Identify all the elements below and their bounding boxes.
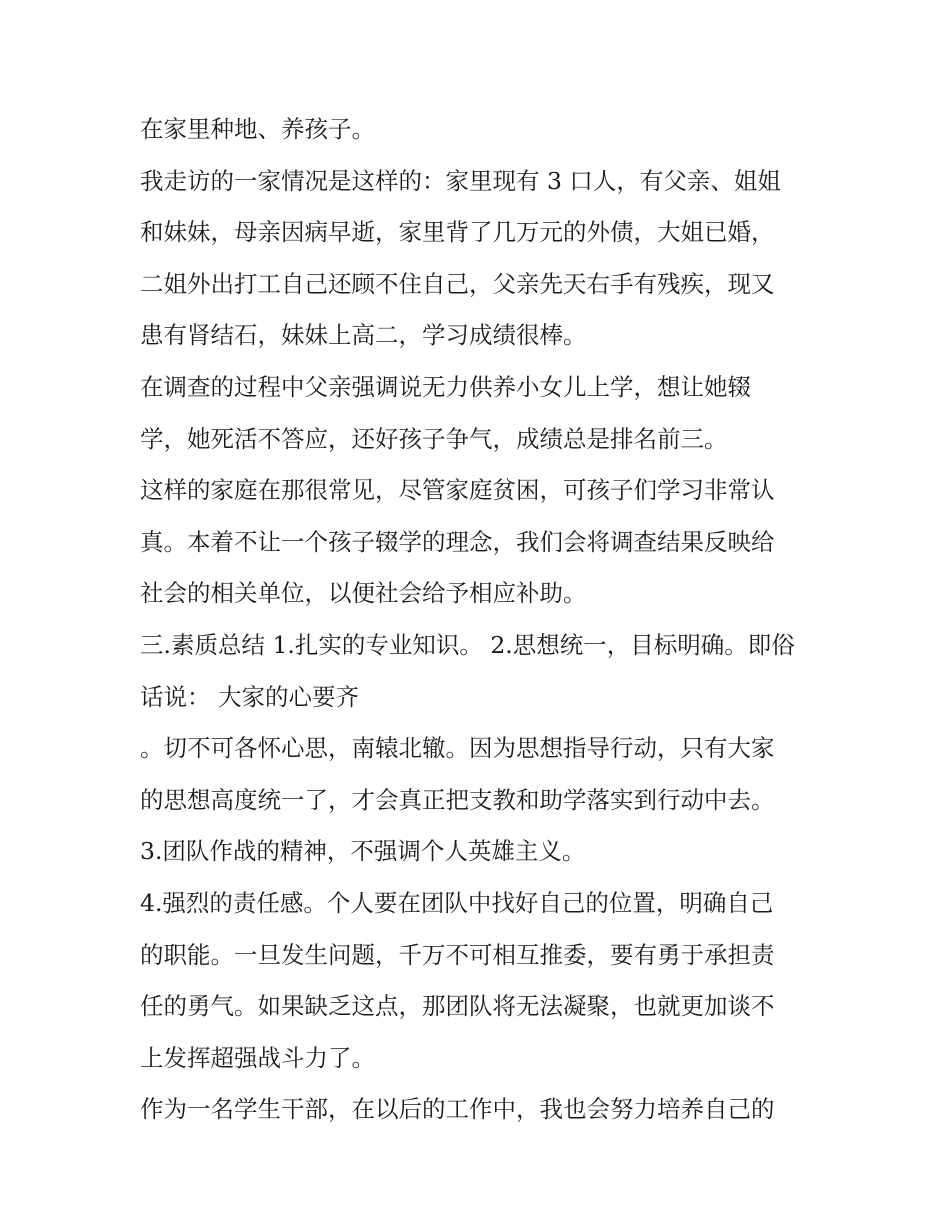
text-line: 作为一名学生干部，在以后的工作中，我也会努力培养自己的: [140, 1095, 775, 1124]
text-line: 患有肾结石，妹妹上高二，学习成绩很棒。: [140, 321, 587, 350]
text-line: 在家里种地、养孩子。: [140, 115, 375, 143]
text-line: 。切不可各怀心思，南辕北辙。因为思想指导行动，只有大家: [140, 734, 775, 763]
text-line: 社会的相关单位，以便社会给予相应补助。: [140, 579, 587, 608]
text-line: 4.强烈的责任感。个人要在团队中找好自己的位置，明确自己: [140, 888, 774, 917]
text-line: 真。本着不让一个孩子辍学的理念，我们会将调查结果反映给: [140, 527, 775, 556]
text-line: 的职能。一旦发生问题，千万不可相互推委，要有勇于承担责: [140, 940, 775, 969]
text-line: 学，她死活不答应，还好孩子争气，成绩总是排名前三。: [140, 424, 728, 453]
text-line: 任的勇气。如果缺乏这点，那团队将无法凝聚，也就更加谈不: [140, 992, 775, 1021]
text-line: 的思想高度统一了，才会真正把支教和助学落实到行动中去。: [140, 785, 775, 814]
text-line: 话说： 大家的心要齐: [140, 682, 359, 711]
text-line: 我走访的一家情况是这样的：家里现有 3 口人，有父亲、姐姐: [140, 166, 781, 195]
text-line: 上发挥超强战斗力了。: [140, 1043, 375, 1072]
text-line: 3.团队作战的精神，不强调个人英雄主义。: [140, 837, 586, 866]
text-line: 在调查的过程中父亲强调说无力供养小女儿上学，想让她辍: [140, 372, 751, 401]
text-line: 三.素质总结 1.扎实的专业知识。 2.思想统一，目标明确。即俗: [140, 630, 795, 659]
body-text: [140, 110, 820, 1142]
text-line: 这样的家庭在那很常见，尽管家庭贫困，可孩子们学习非常认: [140, 476, 775, 505]
text-line: 和妹妹，母亲因病早逝，家里背了几万元的外债，大姐已婚，: [140, 218, 775, 247]
text-line: 二姐外出打工自己还顾不住自己，父亲先天右手有残疾，现又: [140, 269, 775, 298]
